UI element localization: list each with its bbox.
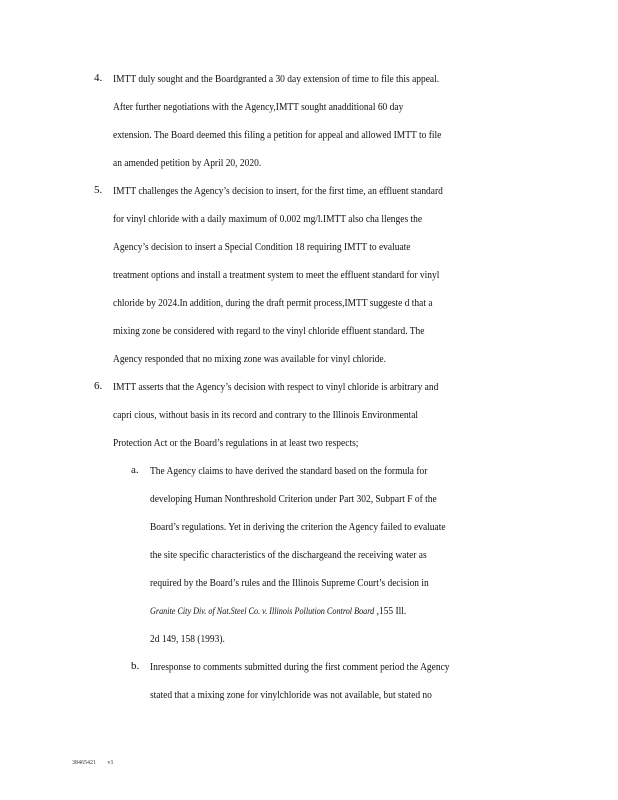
paragraph-line: IMTT duly sought and the Boardgranted a 30 day extension of time to file this appeal. <box>113 73 440 85</box>
paragraph-line: Agency’s decision to insert a Special Condition 18 requiring IMTT to evaluate <box>113 241 411 253</box>
paragraph-line: IMTT asserts that the Agency’s decision with respect to vinyl chloride is arbitrary and <box>113 381 439 393</box>
document-footer <box>72 760 124 766</box>
paragraph-line: extension. The Board deemed this filing a petition for appeal and allowed IMTT to file <box>113 129 442 141</box>
document-version: v1 <box>107 760 114 766</box>
paragraph-number: 5. <box>94 184 103 196</box>
subparagraph-line: developing Human Nonthreshold Criterion under Part 302, Subpart F of the <box>150 493 437 505</box>
subparagraph-line: 2d 149, 158 (1993). <box>150 633 225 645</box>
paragraph-line: Protection Act or the Board’s regulations in at least two respects; <box>113 437 359 449</box>
subparagraph-letter: a. <box>131 464 139 476</box>
paragraph-line: IMTT challenges the Agency’s decision to insert, for the first time, an effluent standard <box>113 185 443 197</box>
paragraph-line: for vinyl chloride with a daily maximum of 0.002 mg/l.IMTT also cha llenges the <box>113 213 423 225</box>
paragraph-number: 6. <box>94 380 103 392</box>
case-name: Granite City Div. of Nat.Steel Co. v. Illinois Pollution Control Board <box>150 607 375 617</box>
paragraph-line: mixing zone be considered with regard to the vinyl chloride effluent standard. The <box>113 325 425 337</box>
subparagraph-line: the site specific characteristics of the dischargeand the receiving water as <box>150 549 427 561</box>
subparagraph-line: The Agency claims to have derived the standard based on the formula for <box>150 465 428 477</box>
subparagraph-line: Inresponse to comments submitted during the first comment period the Agency <box>150 661 450 673</box>
subparagraph-letter: b. <box>131 660 140 672</box>
subparagraph-line: required by the Board’s rules and the Illinois Supreme Court’s decision in <box>150 577 429 589</box>
paragraph-line: chloride by 2024.In addition, during the draft permit process,IMTT suggeste d that a <box>113 297 433 309</box>
paragraph-number: 4. <box>94 72 103 84</box>
paragraph-line: an amended petition by April 20, 2020. <box>113 157 262 169</box>
case-citation-line <box>150 604 406 619</box>
paragraph-line: After further negotiations with the Agency,IMTT sought anadditional 60 day <box>113 101 404 113</box>
paragraph-line: Agency responded that no mixing zone was available for vinyl chloride. <box>113 353 386 365</box>
subparagraph-line: Board’s regulations. Yet in deriving the criterion the Agency failed to evaluate <box>150 521 446 533</box>
subparagraph-line: stated that a mixing zone for vinylchloride was not available, but stated no <box>150 689 432 701</box>
paragraph-line: capri cious, without basis in its record and contrary to the Illinois Environmental <box>113 409 419 421</box>
paragraph-line: treatment options and install a treatment system to meet the effluent standard for vinyl <box>113 269 440 281</box>
citation-reporter: ,155 Ill. <box>374 605 407 617</box>
document-id: 38465421 <box>72 760 96 766</box>
